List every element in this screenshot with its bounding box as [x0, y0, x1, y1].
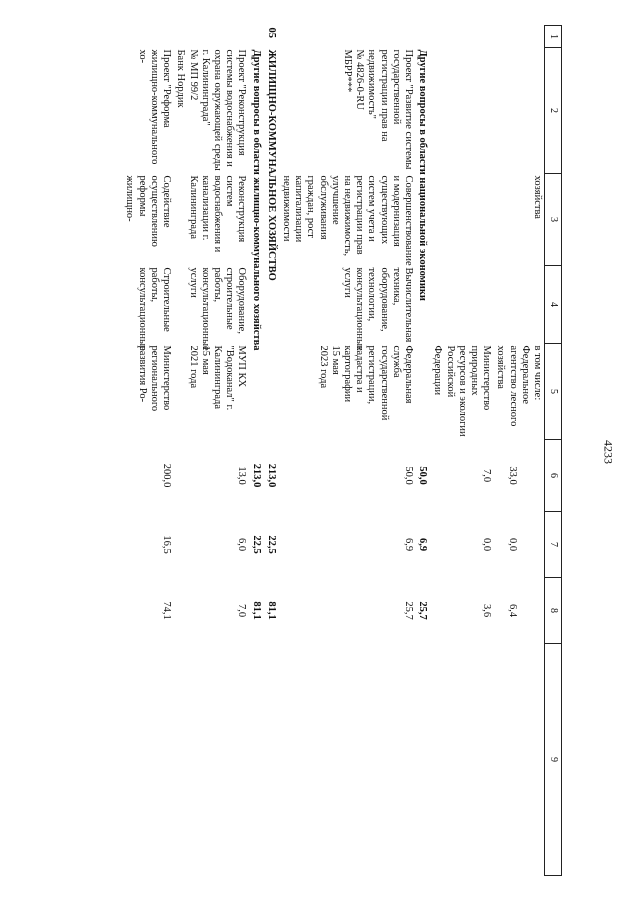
col-header-3: 3: [545, 174, 562, 266]
cell: 6,4: [507, 603, 518, 618]
table-row-subheader: [415, 26, 430, 876]
cell: Оборудование, строительные работы, консультационные услуги: [187, 267, 248, 351]
cell: 74,1: [161, 601, 173, 620]
cell: Министерство природных ресурсов и экологии Российской Федерации: [432, 345, 493, 437]
cell: 25,7: [402, 601, 414, 620]
cell: 50,0: [402, 466, 414, 485]
cell: 0,0: [481, 537, 493, 552]
cell: 7,0: [481, 468, 493, 483]
cell: 25,7: [417, 601, 429, 620]
col-header-7: 7: [545, 512, 562, 578]
cell: 6,9: [402, 537, 414, 552]
table-row-section: [264, 26, 279, 876]
cell: [493, 48, 544, 174]
cell: Вычислительная техника, оборудование, технологии, консультационные услуги: [341, 267, 414, 351]
cell: 13,0: [236, 466, 248, 485]
cell: Реконструкция систем водоснабжения и канализации г. Калининграда: [187, 175, 248, 253]
page-number: 4233: [601, 440, 616, 464]
cell: 50,0: [417, 466, 429, 485]
cell: 6,9: [417, 537, 429, 552]
subheader-label: Другие вопросы в области жилищно-коммунального хозяйства: [250, 49, 262, 351]
cell: Проект "Реформа жилищно-коммунального хо-: [136, 49, 173, 165]
table-row: [493, 26, 544, 876]
table-row-subheader: [248, 26, 263, 876]
cell: в том числе: Федеральное агентство лесного хозяйства: [495, 345, 543, 427]
col-header-4: 4: [545, 266, 562, 344]
section-label: ЖИЛИЩНО-КОММУНАЛЬНОЕ ХОЗЯЙСТВО: [265, 49, 277, 281]
table-row: [430, 26, 493, 876]
cell: 33,0: [507, 466, 518, 485]
col-header-8: 8: [545, 578, 562, 644]
cell: Проект "Развитие системы государственной регистрации прав на недвижимость" № 4826-0-RU МБРР***: [341, 49, 414, 170]
cell: [493, 266, 544, 344]
col-header-2: 2: [545, 48, 562, 174]
cell: 22,5: [265, 535, 277, 554]
rotated-table-sheet: [78, 25, 562, 875]
cell: 22,5: [250, 535, 262, 554]
cell: хозяйства: [532, 175, 543, 219]
cell: 0,0: [507, 537, 518, 552]
cell: 200,0: [161, 463, 173, 488]
cell: 81,1: [265, 601, 277, 620]
col-header-9: 9: [545, 644, 562, 876]
cell: Проект "Реконструкция системы водоснабжения и охрана окружающей среды г. Калининграда" № МП 99/2 Банк Нордик: [175, 49, 248, 171]
cell: Федеральная служба государственной регистрации, кадастра и картографии 15 мая 2023 года: [317, 345, 414, 421]
table-row: [122, 26, 173, 876]
table-row: [279, 26, 415, 876]
cell: 213,0: [265, 463, 277, 488]
col-header-5: 5: [545, 344, 562, 440]
cell: Министерство регионального развития Ро-: [136, 345, 173, 412]
cell: 7,0: [236, 603, 248, 618]
cell: Строительные работы, консультационные: [136, 267, 173, 351]
section-code: 05: [265, 27, 277, 38]
cell: 3,6: [481, 603, 493, 618]
cell: Содействие осуществлению реформы жилищно-: [124, 175, 173, 247]
column-number-header: [545, 26, 562, 876]
subheader-label: Другие вопросы в области национальной экономики: [417, 49, 429, 301]
cell: 213,0: [250, 463, 262, 488]
cell: 81,1: [250, 601, 262, 620]
table-row: [173, 26, 248, 876]
cell: 16,5: [161, 535, 173, 554]
col-header-1: 1: [545, 26, 562, 48]
cell: Совершенствование и модернизация существующих систем учета и регистрации прав на недвижимость, улучшение обслуживания граждан, рост капитализации недвижимости: [280, 175, 414, 266]
cell: МУП КХ "Водоканал" г. Калининграда 15 мая 2021 года: [187, 345, 248, 411]
cell: 6,0: [236, 537, 248, 552]
col-header-6: 6: [545, 440, 562, 512]
data-table: [122, 25, 562, 876]
